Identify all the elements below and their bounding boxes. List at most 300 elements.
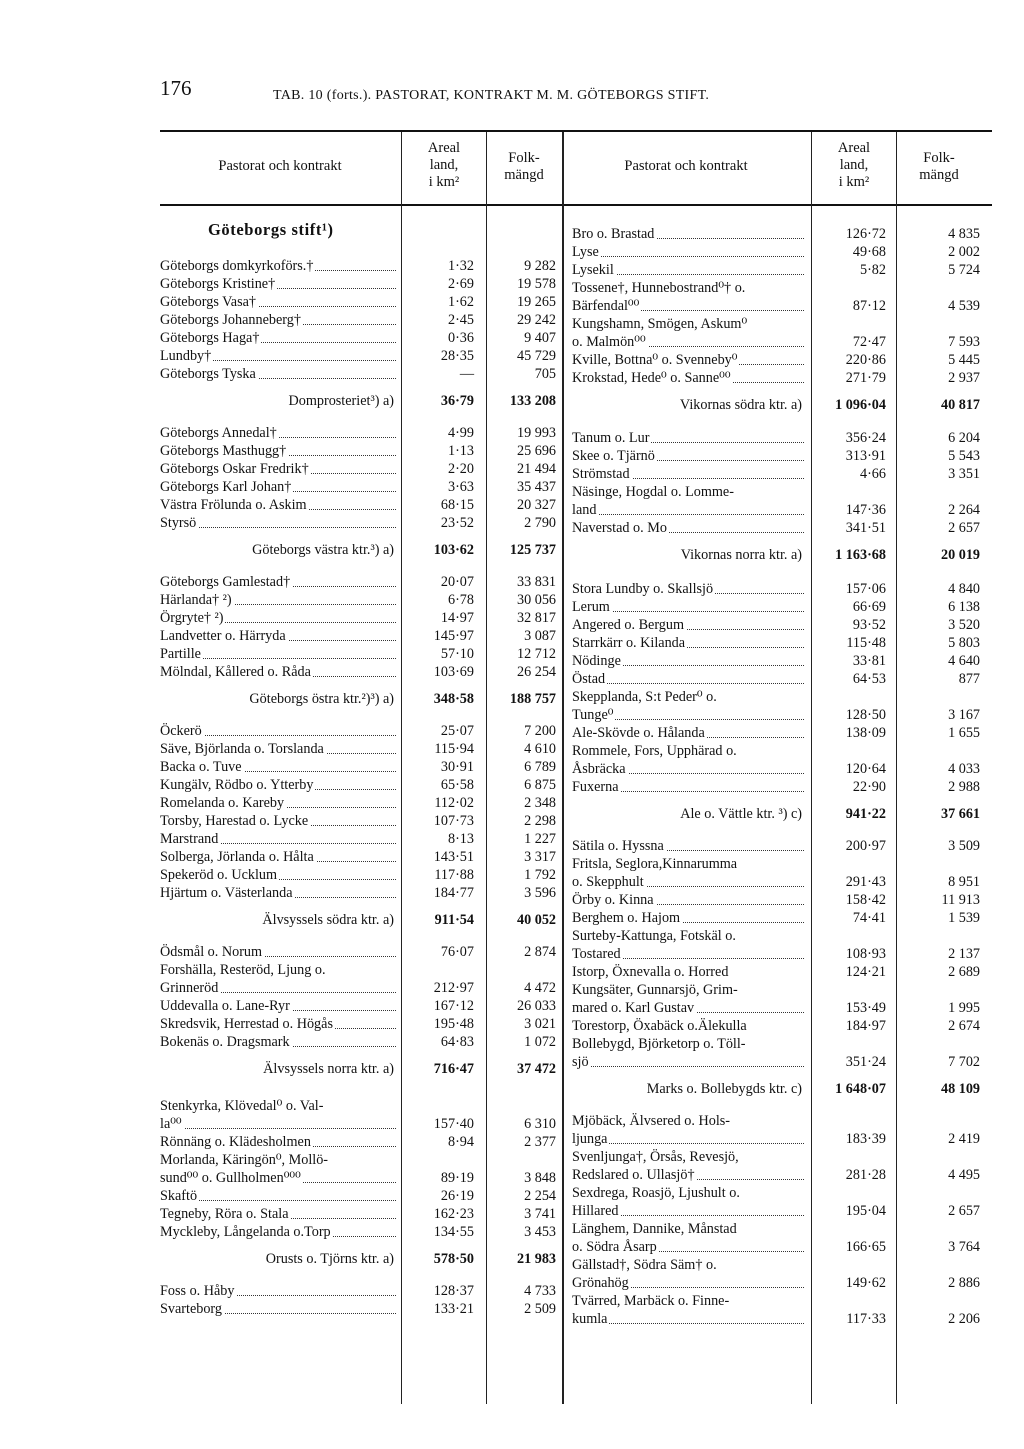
pastorat-name [572, 743, 804, 760]
area-value: 64·53 [852, 671, 886, 687]
area-value: 107·73 [433, 813, 474, 829]
table-row [160, 461, 560, 478]
area-value: 220·86 [845, 352, 886, 368]
pastorat-name [160, 646, 396, 663]
population-value: 37 472 [516, 1061, 556, 1077]
pastorat-name-text: Berghem o. Hajom [572, 910, 681, 926]
area-value: 36·79 [440, 393, 474, 409]
population-value: 4 495 [948, 1167, 980, 1183]
population-value: 7 200 [524, 723, 556, 739]
population-value: 9 282 [524, 258, 556, 274]
contract-summary-row [572, 397, 986, 414]
pastorat-name-text: Solberga, Jörlanda o. Hålta [160, 849, 314, 865]
population-value: 20 019 [940, 547, 980, 563]
pastorat-name [160, 258, 396, 275]
population-value: 2 377 [524, 1134, 556, 1150]
table-row [572, 370, 986, 387]
table-row [160, 795, 560, 812]
pastorat-name [160, 664, 396, 681]
area-value: 4·66 [859, 466, 886, 482]
table-row [572, 946, 986, 963]
header-top-rule [160, 130, 992, 132]
pastorat-name [160, 867, 396, 884]
table-row [572, 334, 986, 351]
population-value: 2 937 [948, 370, 980, 386]
population-value: 35 437 [516, 479, 556, 495]
area-value: 145·97 [433, 628, 474, 644]
pastorat-name-text: Uddevalla o. Lane-Ryr [160, 998, 290, 1014]
population-value: 4 033 [948, 761, 980, 777]
pastorat-name-text: Lysekil [572, 262, 614, 278]
pastorat-name [572, 1054, 804, 1071]
pastorat-name-text: Göteborgs Johanneberg† [160, 312, 301, 328]
pastorat-name [160, 741, 396, 758]
population-value: 20 327 [516, 497, 556, 513]
population-value: 6 204 [948, 430, 980, 446]
pastorat-name-text: Göteborgs Oskar Fredrik† [160, 461, 309, 477]
population-value: 2 689 [948, 964, 980, 980]
pastorat-name [160, 610, 396, 627]
area-value: 89·19 [440, 1170, 474, 1186]
pastorat-name [160, 944, 396, 961]
table-row [572, 671, 986, 688]
pastorat-name [160, 777, 396, 794]
pastorat-name [160, 628, 396, 645]
table-row [572, 502, 986, 519]
population-value: 1 227 [524, 831, 556, 847]
area-value: 120·64 [845, 761, 886, 777]
pastorat-name [572, 1239, 804, 1256]
population-value: 2 348 [524, 795, 556, 811]
pastorat-name [572, 1149, 804, 1166]
table-row [160, 330, 560, 347]
area-value: 128·37 [433, 1283, 474, 1299]
pastorat-name-text: Göteborgs Karl Johan† [160, 479, 292, 495]
pastorat-name-text: Morlanda, Käringön⁰, Mollö- [160, 1152, 329, 1168]
table-row [572, 964, 986, 981]
pastorat-name [572, 1018, 804, 1035]
table-row [572, 838, 986, 855]
pastorat-name-text: Göteborgs Kristine† [160, 276, 276, 292]
pastorat-name-text: Sexdrega, Roasjö, Ljushult o. [572, 1185, 740, 1201]
pastorat-name-text: Vikornas norra ktr. a) [680, 547, 802, 563]
population-value: 4 472 [524, 980, 556, 996]
table-row [572, 298, 986, 315]
pastorat-name [572, 581, 804, 598]
pastorat-name-text: Bokenäs o. Dragsmark [160, 1034, 290, 1050]
pastorat-name [572, 599, 804, 616]
area-value: 2·20 [447, 461, 474, 477]
pastorat-name [572, 928, 804, 945]
pastorat-name [160, 1061, 396, 1078]
population-value: 3 021 [524, 1016, 556, 1032]
table-row [572, 1257, 986, 1274]
column-divider [562, 132, 564, 1404]
population-value: 3 509 [948, 838, 980, 854]
population-value: 9 407 [524, 330, 556, 346]
pastorat-name [572, 484, 804, 501]
population-value: 1 072 [524, 1034, 556, 1050]
pastorat-name-text: mared o. Karl Gustav [572, 1000, 695, 1016]
table-row [160, 849, 560, 866]
pastorat-name [572, 635, 804, 652]
areal-header-line1: Areal [427, 140, 461, 156]
table-row [160, 479, 560, 496]
area-value: 20·07 [440, 574, 474, 590]
areal-header-line3: i km² [838, 174, 870, 190]
pastorat-name-text: Partille [160, 646, 201, 662]
area-value: 351·24 [845, 1054, 886, 1070]
population-value: 3 520 [948, 617, 980, 633]
page-number: 176 [160, 76, 192, 100]
table-row [572, 743, 986, 760]
contract-summary-row [572, 806, 986, 823]
population-value: 6 310 [524, 1116, 556, 1132]
table-row [572, 466, 986, 483]
pastorat-name-text: Ale-Skövde o. Hålanda [572, 725, 705, 741]
population-value: 7 702 [948, 1054, 980, 1070]
pastorat-name [160, 542, 396, 559]
pastorat-name [572, 370, 804, 387]
population-value: 4 840 [948, 581, 980, 597]
population-value: 4 640 [948, 653, 980, 669]
table-row [160, 777, 560, 794]
table-row [572, 874, 986, 891]
population-value: 3 741 [524, 1206, 556, 1222]
pastorat-name [572, 520, 804, 537]
pastorat-name [160, 1170, 396, 1187]
pastorat-name-text: Kungshamn, Smögen, Askum⁰ [572, 316, 748, 332]
pastorat-name [160, 312, 396, 329]
population-value: 2 886 [948, 1275, 980, 1291]
area-value: 2·69 [447, 276, 474, 292]
population-value: 48 109 [940, 1081, 980, 1097]
table-row [160, 628, 560, 645]
right-areal-header [812, 140, 896, 191]
table-row [160, 1301, 560, 1318]
table-row [160, 759, 560, 776]
pastorat-name [572, 466, 804, 483]
pastorat-name [572, 653, 804, 670]
pastorat-name [160, 912, 396, 929]
pastorat-name-text: Göteborgs västra ktr.³) a) [252, 542, 394, 558]
area-value: 348·58 [433, 691, 474, 707]
area-value: 184·97 [845, 1018, 886, 1034]
area-value: 93·52 [852, 617, 886, 633]
population-value: 12 712 [516, 646, 556, 662]
pastorat-name [572, 856, 804, 873]
pastorat-name-text: Tvärred, Marbäck o. Finne- [572, 1293, 730, 1309]
contract-summary-row [160, 691, 560, 708]
pastorat-name-text: Gällstad†, Södra Säm† o. [572, 1257, 717, 1273]
table-row [160, 962, 560, 979]
table-row [572, 1239, 986, 1256]
pastorat-name-text: Naverstad o. Mo [572, 520, 667, 536]
pastorat-name [160, 1188, 396, 1205]
area-value: 5·82 [859, 262, 886, 278]
area-value: 356·24 [845, 430, 886, 446]
pastorat-name-text: Säve, Björlanda o. Torslanda [160, 741, 324, 757]
area-value: 26·19 [440, 1188, 474, 1204]
population-value: 1 539 [948, 910, 980, 926]
pastorat-name [160, 461, 396, 478]
area-value: 341·51 [845, 520, 886, 536]
pastorat-name-text: Tunge⁰ [572, 707, 614, 723]
header-bottom-rule [160, 204, 992, 206]
area-value: 103·69 [433, 664, 474, 680]
pastorat-name [160, 479, 396, 496]
pastorat-name [572, 1221, 804, 1238]
pastorat-name-text: Ödsmål o. Norum [160, 944, 263, 960]
pastorat-name [160, 574, 396, 591]
table-row [572, 910, 986, 927]
population-value: 3 317 [524, 849, 556, 865]
area-value: 1·13 [447, 443, 474, 459]
population-value: 2 790 [524, 515, 556, 531]
pastorat-name [572, 806, 804, 823]
pastorat-name [160, 276, 396, 293]
table-row [160, 813, 560, 830]
pastorat-name-text: Strömstad [572, 466, 630, 482]
pastorat-name-text: Näsinge, Hogdal o. Lomme- [572, 484, 734, 500]
table-row [160, 425, 560, 442]
table-row [160, 497, 560, 514]
pastorat-name [572, 316, 804, 333]
area-value: 291·43 [845, 874, 886, 890]
pastorat-name-text: Lundby† [160, 348, 212, 364]
population-value: 11 913 [941, 892, 980, 908]
population-value: 21 494 [516, 461, 556, 477]
pastorat-name [160, 330, 396, 347]
section-title: Göteborgs stift¹) [208, 220, 334, 239]
area-value: 108·93 [845, 946, 886, 962]
pastorat-name-text: Grönahög [572, 1275, 629, 1291]
area-value: 313·91 [845, 448, 886, 464]
table-row [160, 1098, 560, 1115]
pastorat-name [572, 1185, 804, 1202]
population-value: 25 696 [516, 443, 556, 459]
pastorat-name-text: Göteborgs Haga† [160, 330, 260, 346]
table-row [160, 980, 560, 997]
population-value: 1 995 [948, 1000, 980, 1016]
pastorat-name-text: Tanum o. Lur [572, 430, 650, 446]
table-row [160, 723, 560, 740]
pastorat-name-text: Romelanda o. Kareby [160, 795, 285, 811]
population-value: 4 539 [948, 298, 980, 314]
area-value: 158·42 [845, 892, 886, 908]
population-value: 877 [958, 671, 980, 687]
area-value: 134·55 [433, 1224, 474, 1240]
pastorat-name-text: sjö [572, 1054, 589, 1070]
table-row [572, 779, 986, 796]
population-value: 2 254 [524, 1188, 556, 1204]
area-value: 117·88 [434, 867, 474, 883]
pastorat-name-text: Styrsö [160, 515, 197, 531]
table-row [572, 244, 986, 261]
pastorat-name-text: Lyse [572, 244, 599, 260]
pastorat-name [160, 1134, 396, 1151]
area-value: 112·02 [434, 795, 474, 811]
population-value: 5 724 [948, 262, 980, 278]
area-value: 153·49 [845, 1000, 886, 1016]
pastorat-name-text: sund⁰⁰ o. Gullholmen⁰⁰⁰ [160, 1170, 301, 1186]
table-row [160, 1224, 560, 1241]
pastorat-name-text: Krokstad, Hede⁰ o. Sanne⁰⁰ [572, 370, 731, 386]
population-value: 26 033 [516, 998, 556, 1014]
pastorat-name-text: Skredsvik, Herrestad o. Högås [160, 1016, 333, 1032]
pastorat-name [572, 1167, 804, 1184]
population-value: 2 264 [948, 502, 980, 518]
area-value: 716·47 [433, 1061, 474, 1077]
population-value: 19 265 [516, 294, 556, 310]
table-row [160, 1283, 560, 1300]
area-value: 157·06 [845, 581, 886, 597]
folk-header-line2: mängd [919, 167, 959, 183]
pastorat-name-text: Göteborgs Gamlestad† [160, 574, 291, 590]
pastorat-name-text: Skaftö [160, 1188, 198, 1204]
table-row [572, 1221, 986, 1238]
pastorat-name-text: o. Södra Åsarp [572, 1239, 657, 1255]
pastorat-name [572, 430, 804, 447]
table-row [160, 312, 560, 329]
population-value: 6 138 [948, 599, 980, 615]
folk-header-line1: Folk- [508, 150, 540, 166]
table-row [160, 944, 560, 961]
pastorat-name [572, 1275, 804, 1292]
pastorat-name-text: Vikornas södra ktr. a) [679, 397, 802, 413]
pastorat-name-text: Lerum [572, 599, 610, 615]
pastorat-name [160, 1206, 396, 1223]
pastorat-name-text: Ale o. Vättle ktr. ³) c) [680, 806, 802, 822]
area-value: 271·79 [845, 370, 886, 386]
table-row [160, 664, 560, 681]
pastorat-name [160, 1116, 396, 1133]
area-value: 1 163·68 [835, 547, 886, 563]
area-value: 66·69 [852, 599, 886, 615]
table-row [160, 592, 560, 609]
population-value: 4 835 [948, 226, 980, 242]
pastorat-name-text: Länghem, Dannike, Månstad [572, 1221, 737, 1237]
population-value: 4 733 [524, 1283, 556, 1299]
area-value: 143·51 [433, 849, 474, 865]
population-value: 705 [534, 366, 556, 382]
pastorat-name [160, 515, 396, 532]
right-column [572, 220, 986, 1430]
population-value: 2 657 [948, 520, 980, 536]
population-value: 3 764 [948, 1239, 980, 1255]
area-value: 4·99 [447, 425, 474, 441]
area-value: 23·52 [440, 515, 474, 531]
pastorat-name-text: Starrkärr o. Kilanda [572, 635, 686, 651]
pastorat-name [572, 1036, 804, 1053]
pastorat-name [160, 497, 396, 514]
pastorat-name-text: Svenljunga†, Örsås, Revesjö, [572, 1149, 739, 1165]
table-row [572, 1036, 986, 1053]
table-row [160, 1134, 560, 1151]
population-value: 2 137 [948, 946, 980, 962]
table-row [160, 1170, 560, 1187]
table-row [572, 1275, 986, 1292]
pastorat-name [572, 910, 804, 927]
pastorat-name [572, 689, 804, 706]
pastorat-name-text: Tostared [572, 946, 621, 962]
pastorat-name [572, 352, 804, 369]
pastorat-name [572, 725, 804, 742]
pastorat-name [160, 1251, 396, 1268]
table-row [572, 1185, 986, 1202]
pastorat-name-text: Mjöbäck, Älvsered o. Hols- [572, 1113, 731, 1129]
pastorat-name [572, 671, 804, 688]
contract-summary-row [160, 542, 560, 559]
pastorat-name [572, 1081, 804, 1098]
area-value: 147·36 [845, 502, 886, 518]
pastorat-name [160, 998, 396, 1015]
population-value: 188 757 [509, 691, 556, 707]
pastorat-name-text: kumla [572, 1311, 608, 1327]
right-folk-header [896, 150, 982, 184]
pastorat-name-text: Spekeröd o. Ucklum [160, 867, 278, 883]
area-value: 149·62 [845, 1275, 886, 1291]
pastorat-name-text: Tegneby, Röra o. Stala [160, 1206, 289, 1222]
population-value: 19 993 [516, 425, 556, 441]
pastorat-name-text: Hillared [572, 1203, 619, 1219]
area-value: 128·50 [845, 707, 886, 723]
population-value: 2 674 [948, 1018, 980, 1034]
pastorat-name-text: Göteborgs Vasa† [160, 294, 257, 310]
area-value: 1·32 [447, 258, 474, 274]
pastorat-name [160, 348, 396, 365]
table-row [160, 258, 560, 275]
pastorat-name [572, 1257, 804, 1274]
left-pastorat-header: Pastorat och kontrakt [218, 158, 342, 174]
area-value: 1·62 [447, 294, 474, 310]
table-row [160, 348, 560, 365]
pastorat-name [160, 1152, 396, 1169]
table-row [160, 276, 560, 293]
pastorat-name-text: Örby o. Kinna [572, 892, 654, 908]
area-value: 133·21 [433, 1301, 474, 1317]
pastorat-name-text: Göteborgs Masthugg† [160, 443, 287, 459]
pastorat-name [160, 849, 396, 866]
population-value: 2 206 [948, 1311, 980, 1327]
pastorat-name-text: Forshälla, Resteröd, Ljung o. [160, 962, 326, 978]
population-value: 7 593 [948, 334, 980, 350]
population-value: 30 056 [516, 592, 556, 608]
population-value: 2 002 [948, 244, 980, 260]
pastorat-name-text: Rönnäng o. Klädesholmen [160, 1134, 311, 1150]
population-value: 32 817 [516, 610, 556, 626]
population-value: 3 087 [524, 628, 556, 644]
table-row [572, 262, 986, 279]
pastorat-name [160, 393, 396, 410]
pastorat-name [572, 707, 804, 724]
pastorat-name-text: Sätila o. Hyssna [572, 838, 664, 854]
table-row [572, 226, 986, 243]
pastorat-name [572, 874, 804, 891]
table-row [572, 892, 986, 909]
area-value: 68·15 [440, 497, 474, 513]
population-value: 40 817 [940, 397, 980, 413]
pastorat-name-text: Örgryte† ²) [160, 610, 224, 626]
table-row [572, 1311, 986, 1328]
pastorat-name [160, 294, 396, 311]
pastorat-name-text: Hjärtum o. Västerlanda [160, 885, 293, 901]
table-row [160, 515, 560, 532]
table-row [160, 1188, 560, 1205]
area-value: 162·23 [433, 1206, 474, 1222]
area-value: 115·94 [434, 741, 474, 757]
area-value: 14·97 [440, 610, 474, 626]
